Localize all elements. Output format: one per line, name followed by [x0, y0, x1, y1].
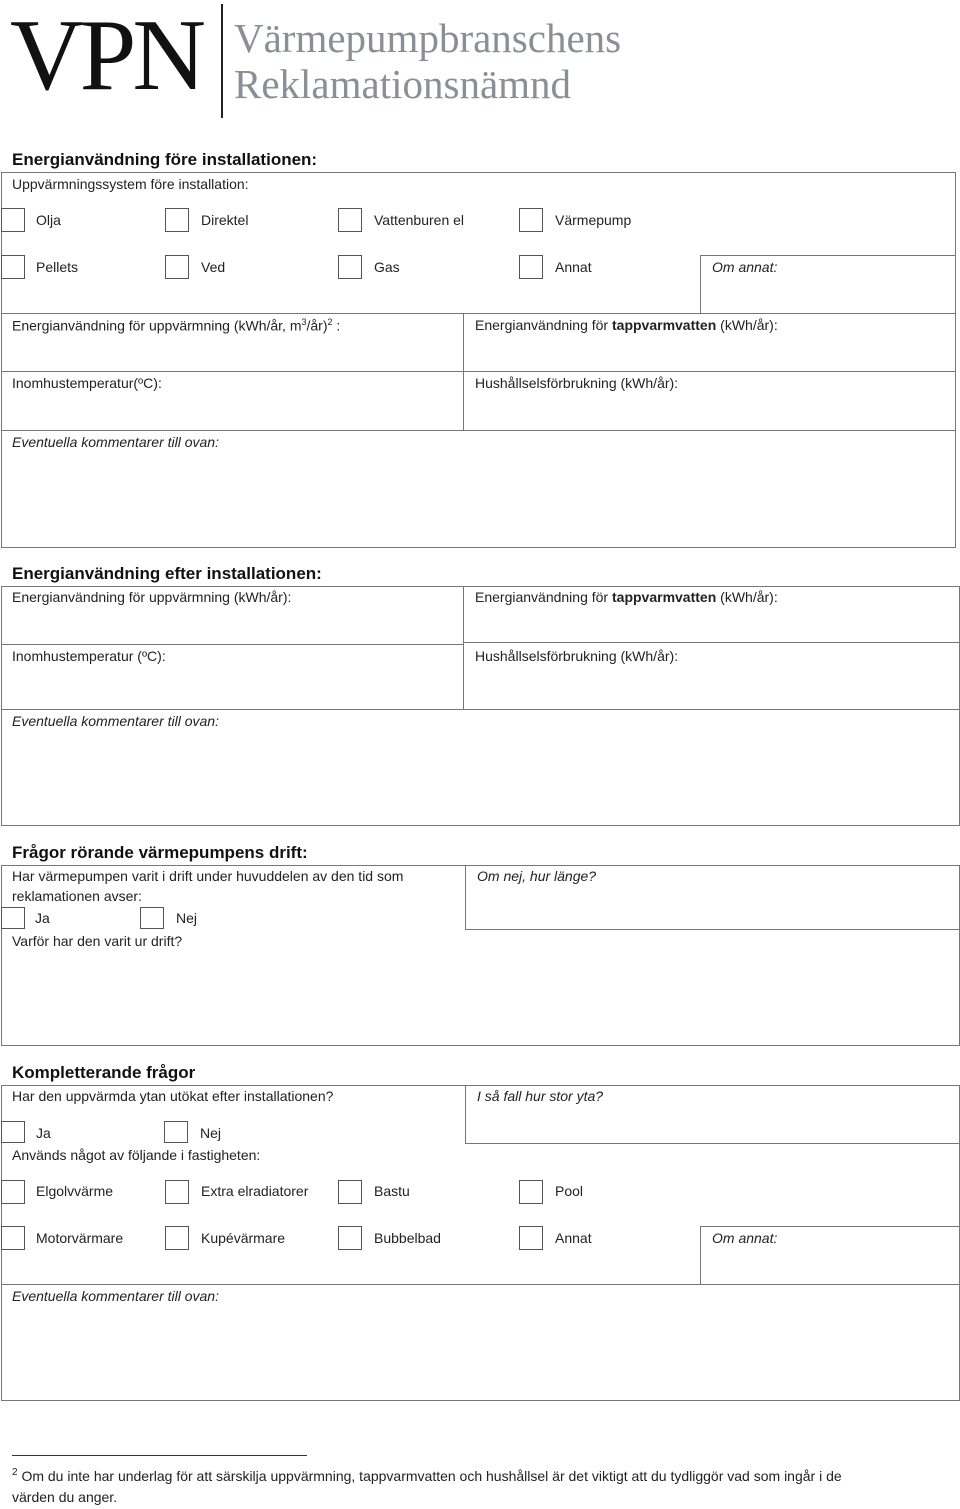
checkbox-area-no[interactable]	[164, 1121, 188, 1143]
section-title-complementary: Kompletterande frågor	[12, 1063, 196, 1082]
after-household-label[interactable]: Hushållselsförbrukning (kWh/år):	[475, 648, 679, 664]
checkbox-vattenburen-el[interactable]	[338, 208, 362, 232]
area-no-label: Nej	[200, 1125, 222, 1141]
after-heating-label[interactable]: Energianvändning för uppvärmning (kWh/år):	[12, 589, 292, 605]
checkbox-varmepump[interactable]	[519, 208, 543, 232]
complementary-frame	[1, 1085, 960, 1401]
checkbox-direktel[interactable]	[165, 208, 189, 232]
household-usage-label[interactable]: Hushållselsförbrukning (kWh/år):	[475, 375, 679, 391]
option-vattenburen-el: Vattenburen el	[374, 212, 465, 228]
checkbox-elgolvvarme[interactable]	[1, 1180, 25, 1204]
used-in-property-label: Används något av följande i fastigheten:	[12, 1147, 261, 1163]
operation-how-long-label[interactable]: Om nej, hur länge?	[477, 868, 597, 884]
checkbox-olja[interactable]	[1, 208, 25, 232]
checkbox-gas[interactable]	[338, 255, 362, 279]
checkbox-operation-yes[interactable]	[1, 907, 25, 929]
option-ved: Ved	[201, 259, 226, 275]
comments-label[interactable]: Eventuella kommentarer till ovan:	[12, 434, 219, 450]
option-bastu: Bastu	[374, 1183, 410, 1199]
option-bubbelbad: Bubbelbad	[374, 1230, 441, 1246]
checkbox-bubbelbad[interactable]	[338, 1226, 362, 1250]
option-pool: Pool	[555, 1183, 584, 1199]
checkbox-ved[interactable]	[165, 255, 189, 279]
operation-question-line1: Har värmepumpen varit i drift under huvuddelen av den tid som	[12, 868, 404, 884]
logo-divider	[221, 4, 223, 118]
checkbox-motorvarmare[interactable]	[1, 1226, 25, 1250]
indoor-temp-label[interactable]: Inomhustemperatur(ºC):	[12, 375, 162, 391]
option-varmepump: Värmepump	[555, 212, 632, 228]
option-annat: Annat	[555, 259, 592, 275]
operation-no-label: Nej	[176, 910, 198, 926]
comp-comments-label[interactable]: Eventuella kommentarer till ovan:	[12, 1288, 219, 1304]
other-label[interactable]: Om annat:	[712, 259, 778, 275]
hotwater-usage-label[interactable]: Energianvändning för tappvarmvatten (kWh/år):	[475, 317, 778, 333]
section-title-operation: Frågor rörande värmepumpens drift:	[12, 843, 308, 862]
checkbox-extra-elradiatorer[interactable]	[165, 1180, 189, 1204]
option-olja: Olja	[36, 212, 61, 228]
org-name-line2: Reklamationsnämnd	[234, 61, 572, 107]
area-size-label[interactable]: I så fall hur stor yta?	[477, 1088, 604, 1104]
section-title-after: Energianvändning efter installationen:	[12, 564, 322, 583]
comp-other-label[interactable]: Om annat:	[712, 1230, 778, 1246]
checkbox-area-yes[interactable]	[1, 1121, 25, 1143]
after-hotwater-label[interactable]: Energianvändning för tappvarmvatten (kWh/år):	[475, 589, 778, 605]
operation-question-line2: reklamationen avser:	[12, 888, 142, 904]
checkbox-kupevarmare[interactable]	[165, 1226, 189, 1250]
checkbox-annat[interactable]	[519, 255, 543, 279]
footnote-rule	[12, 1455, 307, 1456]
org-name-line1: Värmepumpbranschens	[234, 15, 622, 61]
option-kupevarmare: Kupévärmare	[201, 1230, 286, 1246]
checkbox-operation-no[interactable]	[140, 907, 164, 929]
option-gas: Gas	[374, 259, 400, 275]
footnote: $^2$ Om du inte har underlag för att särskilja uppvärmning, tappvarmvatten och hushållsel är det viktigt att du tydliggör vad som ingår i de värden du anger.	[12, 1467, 842, 1505]
checkbox-comp-annat[interactable]	[519, 1226, 543, 1250]
option-motorvarmare: Motorvärmare	[36, 1230, 124, 1246]
heating-usage-label[interactable]: Energianvändning för uppvärmning (kWh/år, $m^3/år)^2$ :	[12, 317, 341, 334]
option-extra-elradiatorer: Extra elradiatorer	[201, 1183, 309, 1199]
option-direktel: Direktel	[201, 212, 249, 228]
checkbox-pellets[interactable]	[1, 255, 25, 279]
heating-system-label: Uppvärmningssystem före installation:	[12, 176, 249, 192]
option-elgolvvarme: Elgolvvärme	[36, 1183, 114, 1199]
after-indoor-temp-label[interactable]: Inomhustemperatur (ºC):	[12, 648, 166, 664]
area-question-label: Har den uppvärmda ytan utökat efter installationen?	[12, 1088, 334, 1104]
section-title-before: Energianvändning före installationen:	[12, 150, 318, 169]
after-frame	[1, 586, 960, 826]
operation-frame	[1, 865, 960, 1046]
operation-yes-label: Ja	[35, 910, 50, 926]
operation-why-label[interactable]: Varför har den varit ur drift?	[12, 933, 183, 949]
checkbox-bastu[interactable]	[338, 1180, 362, 1204]
after-comments-label[interactable]: Eventuella kommentarer till ovan:	[12, 713, 219, 729]
checkbox-pool[interactable]	[519, 1180, 543, 1204]
option-pellets: Pellets	[36, 259, 79, 275]
logo-vpn: VPN	[10, 0, 203, 112]
before-frame	[1, 172, 956, 548]
area-yes-label: Ja	[36, 1125, 51, 1141]
option-comp-annat: Annat	[555, 1230, 592, 1246]
